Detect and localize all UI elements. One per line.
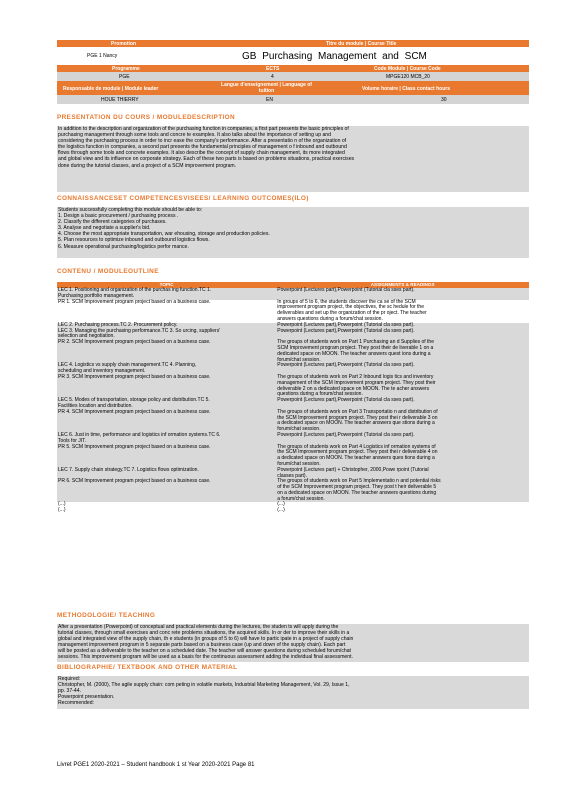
methodology-line: After a presentation (Powerpoint) of conceptual and practical elements during the lectures, the studen ts will apply during the bbox=[58, 624, 339, 630]
language-label: Langue d'enseignement | Language of tuition bbox=[221, 82, 312, 94]
outline-assignment-line: a forum/chat session. bbox=[277, 495, 325, 502]
outcome-item: 1. Design a basic procurement / purchasing process . bbox=[58, 213, 179, 220]
outline-assignment-line: of the SCM Improvement program project. They post t heir deliverable 5 bbox=[277, 484, 437, 491]
outline-row bbox=[57, 300, 529, 323]
outline-row bbox=[57, 340, 529, 363]
outline-assignment-line: dedicated space on MOON. The teacher answers quest ions during a bbox=[277, 350, 431, 357]
outline-row bbox=[57, 375, 529, 398]
outline-topic-cell bbox=[57, 340, 270, 363]
volume-label: Volume horaire | Class contact hours bbox=[362, 86, 450, 92]
outline-topic-cell bbox=[57, 479, 270, 502]
outline-assignment-line: deliverables and set up the organization of the pr oject. The teacher bbox=[277, 310, 427, 317]
outline-assignment-line: on a dedicated space on MOON. The teacher answers questions during bbox=[277, 489, 437, 496]
outline-assignment-line: management of the SCM Improvement program project. They post their bbox=[277, 379, 436, 386]
outline-topic-line: PR 1. SCM Improvement program project based on a business case. bbox=[58, 298, 211, 305]
outline-topic-cell bbox=[57, 398, 270, 410]
outline-assignment-line: forum/chat session. bbox=[277, 426, 321, 433]
volume-value: 30 bbox=[441, 97, 447, 103]
bibliography-line: Powerpoint presentation. bbox=[58, 694, 115, 701]
promotion-label: Promotion bbox=[111, 41, 136, 47]
methodology-title: METHODOLOGIE/ TEACHING bbox=[57, 612, 156, 619]
programme-label: Programme bbox=[112, 66, 140, 72]
outline-assignment-line: In groups of 5 to 6, the students discover the ca se of the SCM bbox=[277, 298, 416, 305]
outline-assignment-line: Powerpoint (Lectures part),Powerpoint (Tutorial cla sses part). bbox=[277, 362, 415, 369]
outline-assignment-line: (...) bbox=[277, 507, 285, 514]
outcomes-title: CONNAISSANCESET COMPETENCESVISEES/ LEARNING OUTCOMES(ILO) bbox=[57, 195, 309, 202]
outline-topic-line: (...) bbox=[58, 507, 66, 514]
bibliography-line: Recommended: bbox=[58, 700, 94, 707]
outline-topic-line: selection and negotiation. bbox=[58, 333, 115, 340]
ects-label: ECTS bbox=[266, 66, 280, 72]
outline-topic-line: (...) bbox=[58, 501, 66, 508]
outcome-item: 4. Choose the most appropriate transportation, war ehousing, storage and production policies. bbox=[58, 231, 270, 238]
outline-assignment-line: The groups of students work on Part 4 Logistics inf ormation systems of bbox=[277, 443, 436, 450]
outline-assignment-line: a dedicated space on MOON. The teacher answers ques tions during a bbox=[277, 455, 435, 462]
outline-topic-line: LEC 3. Managing the purchasing performance.TC 3. So urcing, suppliers' bbox=[58, 327, 221, 334]
outline-assignment-cell bbox=[276, 410, 529, 433]
outline-assignment-cell bbox=[276, 288, 529, 300]
outline-topic-cell bbox=[57, 445, 270, 468]
outline-assignment-line: the SCM Improvement program project. They post thei r deliverable 3 on bbox=[277, 414, 438, 421]
outline-row bbox=[57, 410, 529, 433]
outline-assignment-line: the SCM Improvement program project. They post thei r deliverable 4 on bbox=[277, 449, 438, 456]
outline-topic-cell bbox=[57, 433, 270, 445]
promotion-value: PGE 1 Nancy bbox=[87, 53, 118, 59]
bibliography-line: Christopher, M. (2000), The agile supply chain: com peting in volatile markets, Industrial Marketing Management, Vol. 29, Issue 1, bbox=[58, 682, 350, 689]
outline-assignment-line: classes part). bbox=[277, 472, 307, 479]
presentation-title: PRESENTATION DU COURS / MODULEDESCRIPTION bbox=[57, 114, 236, 121]
outline-assignment-cell bbox=[276, 375, 529, 398]
outline-assignment-line: Powerpoint (Lectures part),Powerpoint (Tutorial cla sses part). bbox=[277, 287, 415, 293]
outcome-item: 3. Analyse and negotiate a supplier's bid. bbox=[58, 225, 151, 232]
outline-header-topic: TOPIC bbox=[57, 282, 276, 288]
outcome-item: 2. Classify the different categories of purchases. bbox=[58, 219, 167, 226]
outline-topic-line: LEC 1. Positioning and organization of the purchas ing function.TC 1. bbox=[58, 287, 212, 293]
methodology-line: will be posted as a deliverable to the teacher on a scheduled date. The teacher will answer questions during scheduled forum/chat bbox=[58, 648, 351, 655]
outline-topic-line: LEC 7. Supply chain strategy.TC 7. Logistics flows optimization. bbox=[58, 466, 199, 473]
module-code-label: Code Module | Course Code bbox=[374, 66, 441, 72]
outline-assignment-line: (...) bbox=[277, 501, 285, 508]
outline-assignment-line: SCM Improvement program project. They post their de liverable 1 on a bbox=[277, 344, 434, 351]
outline-assignment-cell bbox=[276, 479, 529, 502]
bibliography-text bbox=[57, 676, 529, 709]
outline-header-assignments: ASSIGNMENTS & READINGS bbox=[276, 282, 529, 288]
outline-body bbox=[57, 288, 529, 514]
outline-topic-line: LEC 5. Modes of transportation, storage policy and distribution.TC 5. bbox=[58, 397, 210, 404]
outcome-item: 5. Plan resources to optimize inbound and outbound logistics flows. bbox=[58, 237, 210, 244]
presentation-line: In addition to the description and organization of the purchasing function in companies, a first part presents the basic principles of bbox=[58, 126, 349, 132]
ects-value: 4 bbox=[271, 74, 274, 80]
outline-assignment-line: improvement program project, the objectives, the sc hedule for the bbox=[277, 304, 424, 311]
presentation-line: done during the tutorial classes, and a project of a SCM improvement program. bbox=[58, 162, 237, 169]
outline-assignment-line: Powerpoint (Lectures part) + Christopher, 2000,Powe rpoint (Tutorial bbox=[277, 466, 429, 473]
outline-assignment-line: Powerpoint (Lectures part),Powerpoint (Tutorial cla sses part). bbox=[277, 431, 415, 438]
outline-row bbox=[57, 288, 529, 300]
outline-topic-line: Purchasing portfolio management. bbox=[58, 292, 135, 299]
outline-assignment-line: The groups of students work on Part 5 Implementatio n and potential risks bbox=[277, 478, 441, 485]
presentation-text bbox=[57, 126, 529, 192]
outline-assignment-line: Powerpoint (Lectures part),Powerpoint (Tutorial cla sses part). bbox=[277, 321, 415, 328]
methodology-line: sessions. This improvement program will be used as a basis for the continuous assessment adding the individual final assessment. bbox=[58, 654, 353, 661]
outline-assignment-line: The groups of students work on Part 3 Transportatio n and distribution of bbox=[277, 408, 438, 415]
bibliography-line: pp. 37-44. bbox=[58, 688, 81, 695]
methodology-line: tutorial classes, through small exercises and conc rete problems situations, the acquired skills. In or der to improve their skills in a bbox=[58, 630, 350, 637]
outline-assignment-line: questions during a forum/chat session. bbox=[277, 391, 363, 398]
header-row-6 bbox=[57, 95, 529, 104]
outcomes-list bbox=[57, 207, 529, 258]
outline-topic-cell bbox=[57, 508, 270, 514]
methodology-line: global and integrated view of the supply chain, th e students (in groups of 5 to 6) will have to partic ipate in a project of supply chain bbox=[58, 636, 354, 643]
outline-assignment-line: The groups of students work on Part 2 Inbound logis tics and inventory bbox=[277, 373, 434, 380]
header-row-2 bbox=[57, 47, 529, 65]
presentation-line: the logistics function in companies, a second part presents the fundamental principles of management o f inbound and outbound bbox=[58, 144, 347, 151]
outline-topic-line: Facilities location and distribution. bbox=[58, 402, 133, 409]
outline-assignment-line: Powerpoint (Lectures part),Powerpoint (Tutorial cla sses part). bbox=[277, 397, 415, 404]
outline-topic-line: LEC 4. Logistics vs supply chain management.TC 4. Planning, bbox=[58, 362, 197, 369]
outline-assignment-cell bbox=[276, 445, 529, 468]
outline-assignment-cell bbox=[276, 340, 529, 363]
header-row-1 bbox=[57, 40, 529, 47]
header-row-4 bbox=[57, 72, 529, 81]
outline-assignment-line: deliverable 2 on a dedicated space on MOON. The te acher answers bbox=[277, 385, 430, 392]
outline-topic-line: LEC 2. Purchasing process.TC 2. Procurement policy. bbox=[58, 321, 178, 328]
outline-topic-line: scheduling and inventory management. bbox=[58, 368, 146, 375]
outline-assignment-cell bbox=[276, 300, 529, 323]
outline-title: CONTENU / MODULEOUTLINE bbox=[57, 268, 159, 275]
outline-topic-cell bbox=[57, 375, 270, 398]
header-row-5 bbox=[57, 81, 529, 95]
presentation-line: purchasing management through some tools and concre te examples. It also talks about the importance of setting up and bbox=[58, 132, 331, 139]
outcome-item: 6. Measure operational purchasing/logistics perfor mance. bbox=[58, 243, 189, 250]
presentation-line: and global view and its influence on corporate strategy. Each of these two parts is based on problems situations, practical exercises bbox=[58, 156, 355, 163]
header-row-3 bbox=[57, 65, 529, 72]
outline-assignment-line: forum/chat session. bbox=[277, 356, 321, 363]
module-code-value: MPGE120 MCB_20 bbox=[386, 74, 430, 80]
outline-topic-line: LEC 6. Just in time, performance and logistics inf ormation systems.TC 6. bbox=[58, 431, 221, 438]
module-title-label: Titre du module | Course Title bbox=[326, 41, 397, 47]
outline-topic-cell bbox=[57, 300, 270, 323]
outline-topic-line: PR 6. SCM Improvement program project based on a business case. bbox=[58, 478, 211, 485]
outline-topic-line: PR 3. SCM Improvement program project based on a business case. bbox=[58, 373, 211, 380]
outline-topic-line: PR 2. SCM Improvement program project based on a business case. bbox=[58, 339, 211, 346]
outline-assignment-cell bbox=[276, 398, 529, 410]
outline-assignment-cell bbox=[276, 433, 529, 445]
outline-row bbox=[57, 479, 529, 502]
outline-assignment-line: a dedicated space on MOON. The teacher answers que stions during a bbox=[277, 420, 435, 427]
bibliography-title: BIBLIOGRAPHIE/ TEXTBOOK AND OTHER MATERIAL bbox=[57, 664, 238, 671]
outline-assignment-line: Powerpoint (Lectures part),Powerpoint (Tutorial cla sses part). bbox=[277, 327, 415, 334]
outline-topic-line: Tools for JIT. bbox=[58, 437, 87, 444]
outcomes-intro: Students successfully completing this module should be able to: bbox=[58, 207, 203, 213]
responsible-value: HOUE THIERRY bbox=[101, 97, 139, 103]
page-footer: Livret PGE1 2020-2021 – Student handbook 1 st Year 2020-2021 Page 81 bbox=[57, 762, 255, 768]
course-title: GB Purchasing Management and SCM bbox=[242, 51, 427, 62]
bibliography-line: Required: bbox=[58, 676, 81, 682]
programme-value: PGE bbox=[119, 74, 130, 80]
outline-row bbox=[57, 398, 529, 410]
outline-row bbox=[57, 445, 529, 468]
outline-assignment-line: The groups of students work on Part 1 Purchasing an d Supplies of the bbox=[277, 339, 434, 346]
language-value: EN bbox=[266, 97, 273, 103]
outline-assignment-line: answers questions during a forum/chat session. bbox=[277, 315, 383, 322]
outline-topic-line: PR 5. SCM Improvement program project based on a business case. bbox=[58, 443, 211, 450]
outline-row bbox=[57, 508, 529, 514]
outline-table bbox=[57, 282, 529, 514]
outline-topic-cell bbox=[57, 410, 270, 433]
outline-topic-cell bbox=[57, 288, 270, 300]
outline-assignment-cell bbox=[276, 508, 529, 514]
outline-row bbox=[57, 433, 529, 445]
methodology-line: management improvement program in 5 separate parts based on a business case (up and down of the supply chain). Each part bbox=[58, 642, 346, 649]
outline-topic-line: PR 4. SCM Improvement program project based on a business case. bbox=[58, 408, 211, 415]
responsible-label: Responsable de module | Module leader bbox=[63, 86, 159, 92]
presentation-line: flows through some tools and concrete examples. It also describe the concept of supply chain management, its more integrated bbox=[58, 150, 345, 157]
presentation-line: considering the purchasing process in order to incr ease the company's performance. After a presentatio n of the organization of bbox=[58, 138, 347, 145]
outline-assignment-line: forum/chat session. bbox=[277, 460, 321, 467]
methodology-text bbox=[57, 624, 529, 662]
